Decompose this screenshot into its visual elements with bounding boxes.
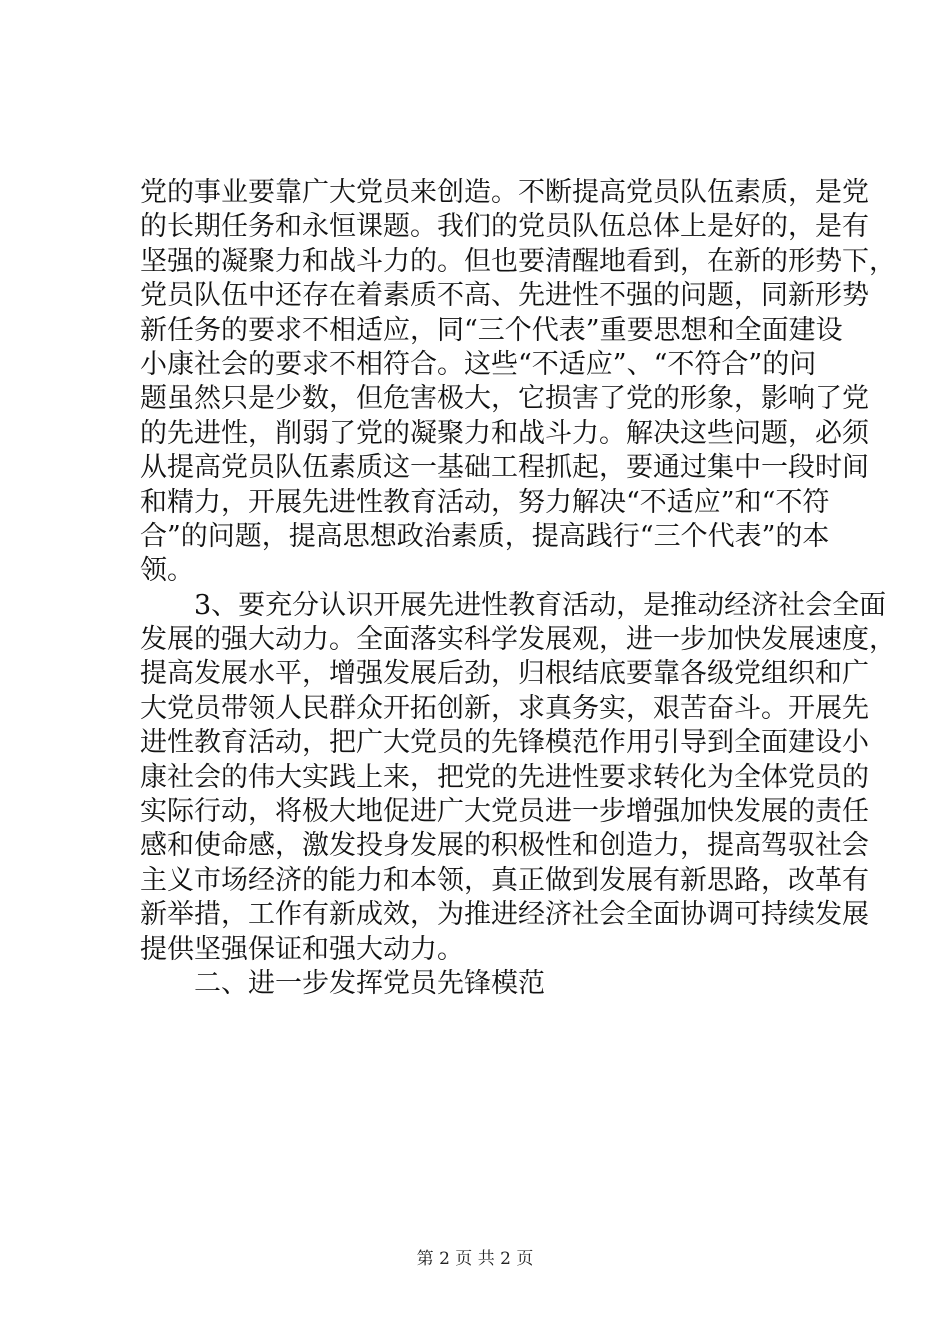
text-line: 合”的问题，提高思想政治素质，提高践行“三个代表”的本 [140, 520, 830, 552]
paragraph-2 [140, 589, 896, 967]
paragraph-1 [140, 176, 896, 589]
text-line: 党的事业要靠广大党员来创造。不断提高党员队伍素质，是党 [140, 177, 869, 208]
text-line: 领。 [140, 555, 194, 587]
text-line: 主义市场经济的能力和本领，真正做到发展有新思路，改革有 [140, 864, 869, 896]
text-line: 二、进一步发挥党员先锋模范 [194, 967, 545, 999]
text-line: 的长期任务和永恒课题。我们的党员队伍总体上是好的，是有 [140, 211, 869, 243]
text-line: 新任务的要求不相适应，同“三个代表”重要思想和全面建设 [140, 314, 843, 346]
text-line: 进性教育活动，把广大党员的先锋模范作用引导到全面建设小 [140, 727, 869, 759]
document-body [140, 176, 896, 1001]
text-line: 题虽然只是少数，但危害极大，它损害了党的形象，影响了党 [140, 383, 869, 415]
text-line: 发展的强大动力。全面落实科学发展观，进一步加快发展速度， [140, 624, 896, 656]
text-line: 小康社会的要求不相符合。这些“不适应”、“不符合”的问 [140, 348, 817, 380]
section-heading [140, 967, 812, 1001]
text-line: 3、要充分认识开展先进性教育活动，是推动经济社会全面 [194, 589, 887, 621]
page-number-footer: 第 2 页 共 2 页 [416, 1249, 534, 1269]
text-line: 康社会的伟大实践上来，把党的先进性要求转化为全体党员的 [140, 761, 869, 793]
text-line: 实际行动，将极大地促进广大党员进一步增强加快发展的责任 [140, 796, 869, 828]
text-line: 新举措，工作有新成效，为推进经济社会全面协调可持续发展 [140, 899, 869, 931]
text-line: 提供坚强保证和强大动力。 [140, 933, 464, 965]
text-line: 的先进性，削弱了党的凝聚力和战斗力。解决这些问题，必须 [140, 417, 869, 449]
text-line: 党员队伍中还存在着素质不高、先进性不强的问题，同新形势 [140, 280, 869, 312]
text-line: 从提高党员队伍素质这一基础工程抓起，要通过集中一段时间 [140, 452, 869, 484]
text-line: 坚强的凝聚力和战斗力的。但也要清醒地看到，在新的形势下， [140, 245, 896, 277]
text-line: 和精力，开展先进性教育活动，努力解决“不适应”和“不符 [140, 486, 830, 518]
text-line: 大党员带领人民群众开拓创新，求真务实，艰苦奋斗。开展先 [140, 692, 869, 724]
text-line: 提高发展水平，增强发展后劲，归根结底要靠各级党组织和广 [140, 658, 869, 690]
text-line: 感和使命感，激发投身发展的积极性和创造力，提高驾驭社会 [140, 830, 869, 862]
